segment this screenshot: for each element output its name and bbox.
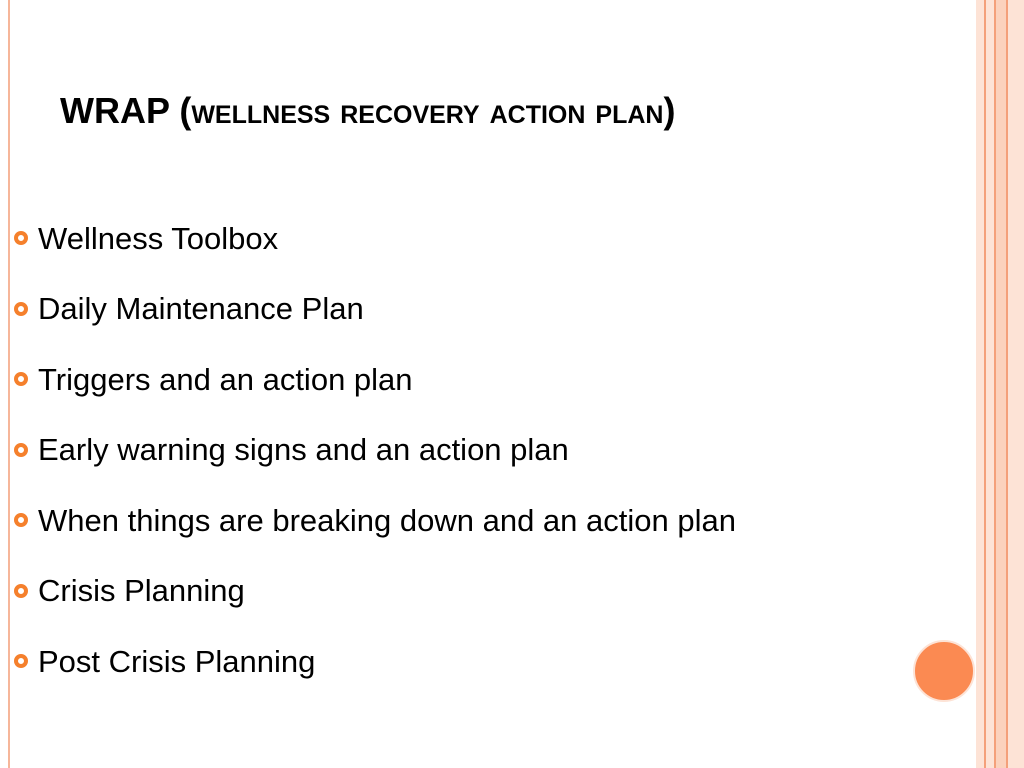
bullet-item [14,274,736,345]
title-prefix: WRAP ( [60,90,192,131]
bullet-text: When things are breaking down and an action plan [38,502,736,538]
bullet-list [14,203,736,697]
title-suffix: ) [663,90,676,131]
bullet-text: Wellness Toolbox [38,220,279,256]
stripe [976,0,984,768]
right-decorative-stripes [976,0,1024,768]
bullet-circle-icon [14,231,28,245]
bullet-text: Crisis Planning [38,573,245,609]
left-border-line [8,0,10,768]
bullet-text: Early warning signs and an action plan [38,432,569,468]
decorative-circle [913,640,975,702]
bullet-item [14,203,736,274]
bullet-text: Post Crisis Planning [38,643,316,679]
bullet-circle-icon [14,654,28,668]
bullet-item [14,626,736,697]
bullet-circle-icon [14,372,28,386]
bullet-circle-icon [14,513,28,527]
bullet-circle-icon [14,584,28,598]
bullet-item [14,415,736,486]
bullet-item [14,344,736,415]
title-smallcaps: wellness recovery action plan [191,90,664,131]
slide-title [60,90,676,132]
stripe [1008,0,1024,768]
bullet-text: Triggers and an action plan [38,361,413,397]
bullet-item [14,556,736,627]
stripe [986,0,994,768]
bullet-text: Daily Maintenance Plan [38,291,364,327]
bullet-circle-icon [14,443,28,457]
bullet-circle-icon [14,302,28,316]
bullet-item [14,485,736,556]
stripe [996,0,1006,768]
